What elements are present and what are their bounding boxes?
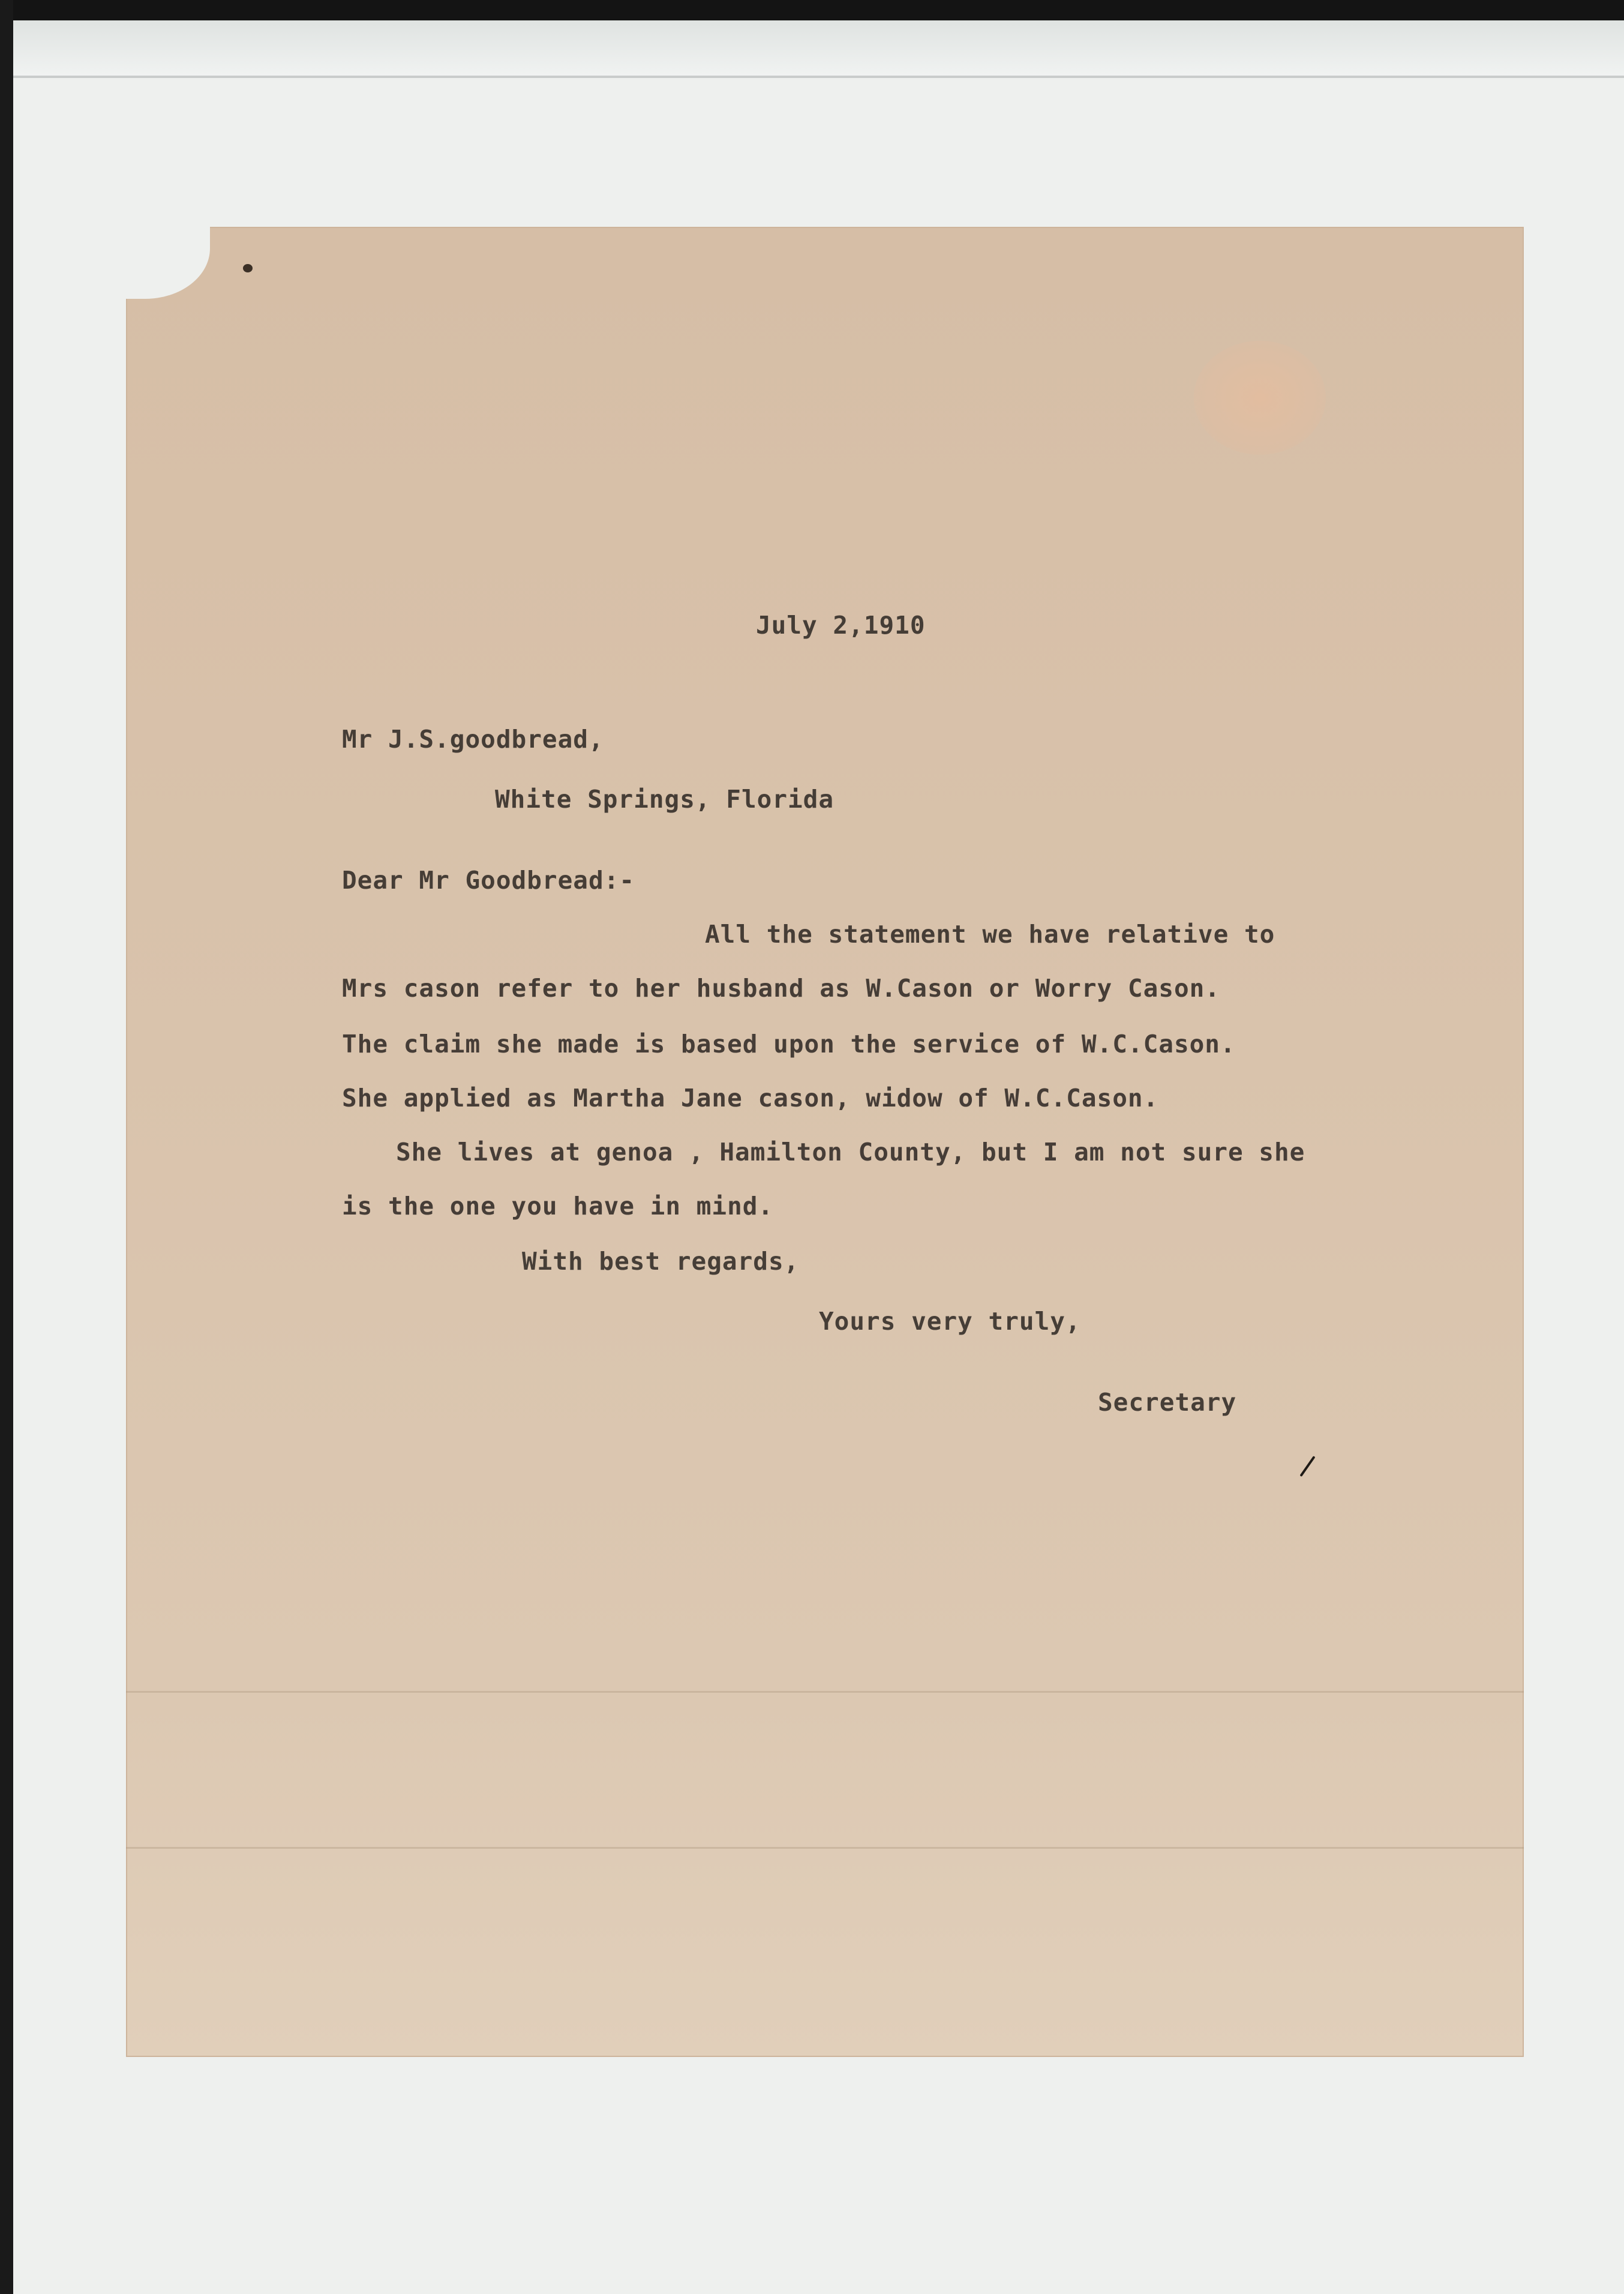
recipient-name: Mr J.S.goodbread, <box>342 725 604 754</box>
body-line: Mrs cason refer to her husband as W.Cason or Worry Cason. <box>342 974 1220 1003</box>
body-line: She applied as Martha Jane cason, widow of W.C.Cason. <box>342 1084 1159 1112</box>
pen-tick-mark <box>1299 1456 1315 1477</box>
scanner-left-border <box>0 0 13 2294</box>
signature-title: Secretary <box>1098 1388 1237 1417</box>
letter-sheet <box>126 227 1524 2057</box>
recipient-address: White Springs, Florida <box>495 785 834 814</box>
punch-hole <box>243 264 253 272</box>
scanner-edge-line <box>13 76 1624 78</box>
paper-fold <box>126 1847 1524 1849</box>
salutation: Dear Mr Goodbread:- <box>342 866 635 895</box>
scanner-glare <box>13 20 1624 77</box>
body-line: is the one you have in mind. <box>342 1192 774 1221</box>
paper-stain <box>1194 341 1326 455</box>
regards-line: With best regards, <box>522 1247 800 1276</box>
body-line: She lives at genoa , Hamilton County, but I am not sure she <box>396 1138 1305 1167</box>
scanner-top-border <box>0 0 1624 20</box>
closing-line: Yours very truly, <box>819 1307 1081 1336</box>
paper-fold <box>126 1691 1524 1693</box>
letter-date: July 2,1910 <box>756 611 926 640</box>
body-line: All the statement we have relative to <box>705 920 1275 949</box>
body-line: The claim she made is based upon the service of W.C.Cason. <box>342 1030 1236 1058</box>
